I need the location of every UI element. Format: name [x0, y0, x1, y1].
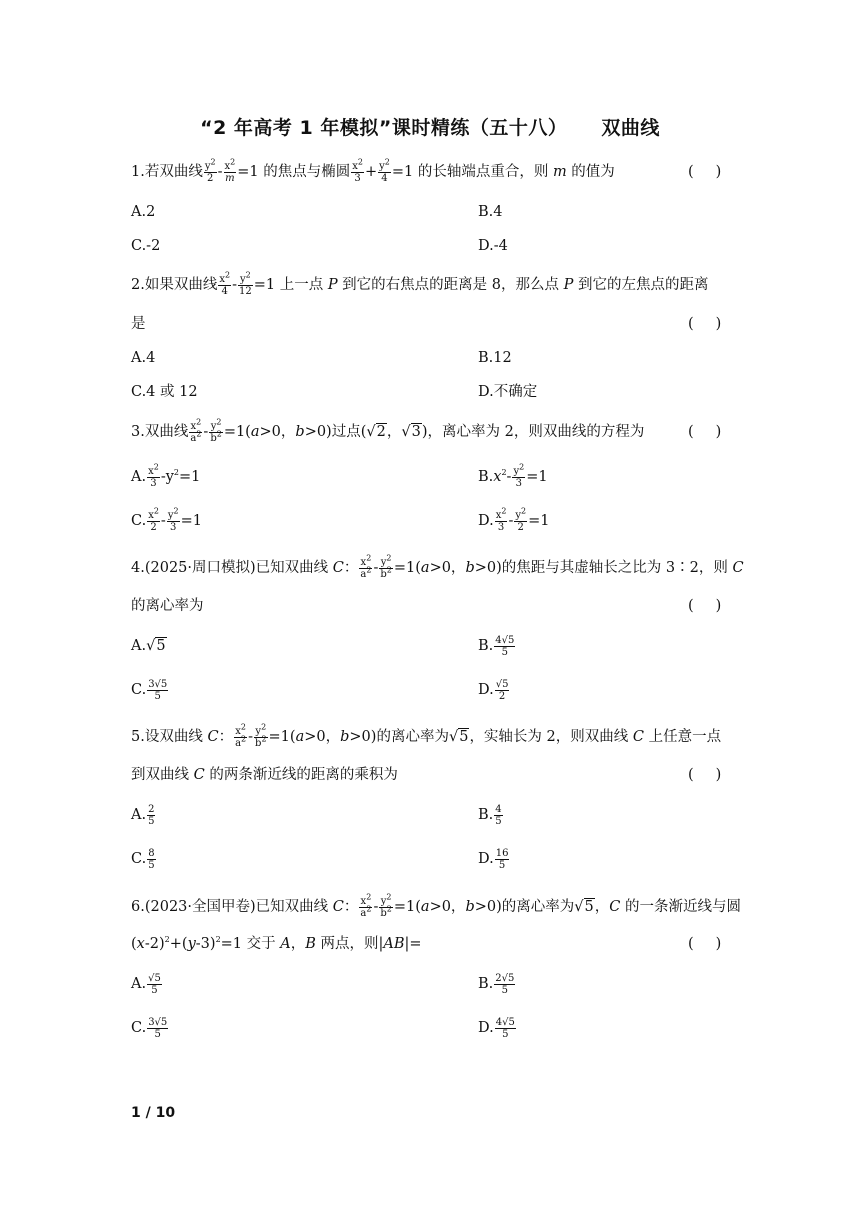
page-title: [0, 113, 860, 140]
q4-option-d: D. $\frac{√5}{2}$: [478, 678, 509, 702]
q3-option-c: C. $\frac{x^2}{2}$ - $\frac{y^2}{3}$ =1: [131, 506, 202, 533]
question-5-line-1: 5.设双曲线 C： $\frac{x^2}{a^2}$ - $\frac{y^2}{b^2}$ =1(a>0，b>0)的离心率为√5，实轴长为 2，则双曲线 C 上任意一点: [131, 722, 722, 749]
title-sub: 双曲线: [601, 117, 660, 139]
q2-option-c: C.4 或 12: [131, 384, 198, 400]
answer-paren-2: ( ): [688, 316, 722, 332]
q5-option-d: D. $\frac{16}{5}$: [478, 847, 509, 871]
q2-option-a: A.4: [131, 350, 156, 366]
question-2-line-2: 是: [131, 316, 146, 332]
answer-paren-1: ( ): [688, 164, 722, 180]
q3-option-d: D. $\frac{x^2}{3}$ - $\frac{y^2}{2}$ =1: [478, 506, 550, 533]
question-3-line-1: 3.双曲线 $\frac{x^2}{a^2}$ - $\frac{y^2}{b^2}$ =1(a>0，b>0)过点(√2，√3)，离心率为 2，则双曲线的方程为: [131, 417, 645, 444]
question-6-line-1: 6.(2023·全国甲卷)已知双曲线 C： $\frac{x^2}{a^2}$ - $\frac{y^2}{b^2}$ =1(a>0，b>0)的离心率为√5，C 的一条渐近线与圆: [131, 892, 741, 919]
q6-option-c: C. $\frac{3√5}{5}$: [131, 1016, 168, 1040]
question-6-line-2: $(x-2)^2+(y-3)^2=1$ 交于 A，B 两点，则|AB|=: [131, 935, 422, 952]
q4-option-b: B. $\frac{4√5}{5}$: [478, 634, 515, 658]
q5-option-c: C. $\frac{8}{5}$: [131, 847, 155, 871]
q1-option-c: C.-2: [131, 238, 161, 254]
q5-option-b: B. $\frac{4}{5}$: [478, 803, 502, 827]
question-5-line-2: 到双曲线 C 的两条渐近线的距离的乘积为: [131, 767, 398, 783]
q6-option-a: A. $\frac{√5}{5}$: [131, 972, 161, 996]
page-number: 1 / 10: [131, 1105, 176, 1121]
q1-option-b: B.4: [478, 204, 503, 220]
answer-paren-4: ( ): [688, 598, 722, 614]
q2-option-d: D.不确定: [478, 384, 538, 400]
question-4-line-2: 的离心率为: [131, 598, 204, 614]
q3-option-a: A. $\frac{x^2}{3}$ $-y^2=1$: [131, 462, 201, 489]
q2-option-b: B.12: [478, 350, 512, 366]
q5-option-a: A. $\frac{2}{5}$: [131, 803, 155, 827]
title-main: “2 年高考 1 年模拟”课时精练（五十八）: [200, 117, 568, 139]
question-2-line-1: 2.如果双曲线 $\frac{x^2}{4}$ - $\frac{y^2}{12}$ =1 上一点 P 到它的右焦点的距离是 8，那么点 P 到它的左焦点的距离: [131, 270, 709, 297]
question-4-line-1: 4.(2025·周口模拟)已知双曲线 C： $\frac{x^2}{a^2}$ - $\frac{y^2}{b^2}$ =1(a>0，b>0)的焦距与其虚轴长之比为 3∶2，则 C: [131, 553, 744, 580]
q4-option-c: C. $\frac{3√5}{5}$: [131, 678, 168, 702]
question-1-line-1: 1.若双曲线 $\frac{y^2}{2}$ - $\frac{x^2}{m}$ =1 的焦点与椭圆 $\frac{x^2}{3}$ + $\frac{y^2}{4}$ =1 的长轴端点重合，则 m 的值为: [131, 157, 615, 184]
q1-option-d: D.-4: [478, 238, 508, 254]
answer-paren-6: ( ): [688, 936, 722, 952]
answer-paren-5: ( ): [688, 767, 722, 783]
q3-option-b: $B.x^2-$ $\frac{y^2}{3}$ =1: [478, 462, 548, 489]
q6-option-b: B. $\frac{2√5}{5}$: [478, 972, 515, 996]
answer-paren-3: ( ): [688, 424, 722, 440]
q1-option-a: A.2: [131, 204, 156, 220]
q4-option-a: A.√5: [131, 638, 166, 654]
q6-option-d: D. $\frac{4√5}{5}$: [478, 1016, 515, 1040]
